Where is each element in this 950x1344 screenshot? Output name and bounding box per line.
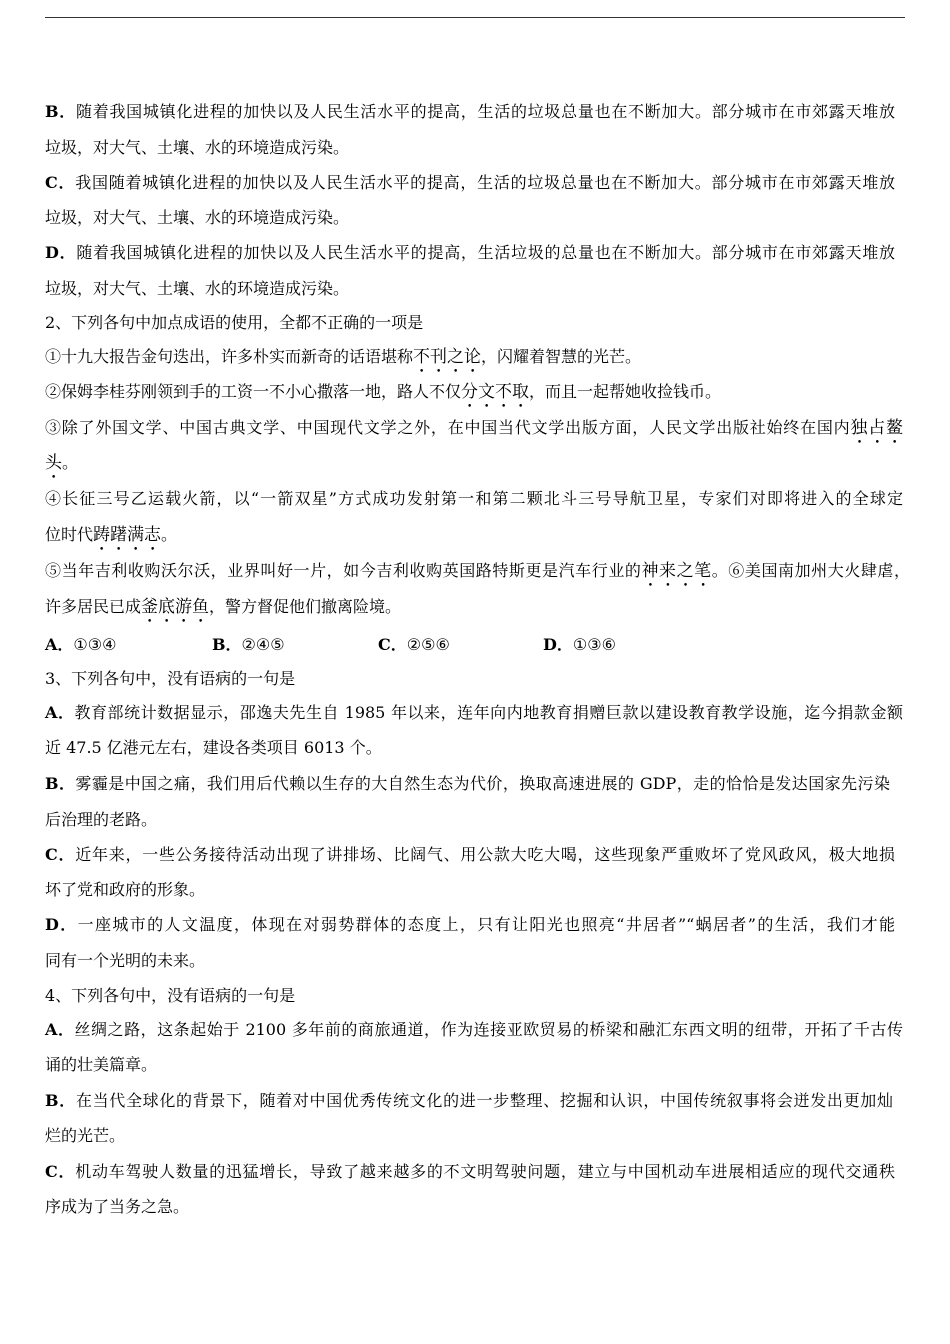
option-text: 随着我国城镇化进程的加快以及人民生活水平的提高，生活垃圾的总量也在不断加大。部分城市在市郊露天堆放 <box>76 243 895 262</box>
q3-option-a-line2: 近 47.5 亿港元左右，建设各类项目 6013 个。 <box>45 738 382 757</box>
option-label: B． <box>45 774 76 793</box>
q2-choice-c <box>378 635 450 655</box>
q2-sentence-5-6-line1 <box>45 561 910 591</box>
choice-value: ①③⑥ <box>572 635 616 654</box>
q1-option-c-line2: 垃圾，对大气、土壤、水的环境造成污染。 <box>45 208 350 227</box>
choice-value: ②④⑤ <box>241 635 285 654</box>
choice-value: ①③④ <box>73 635 117 654</box>
q1-option-d-line1 <box>45 243 895 263</box>
sentence-text: 。⑥美国南加州大火肆虐， <box>711 561 910 580</box>
choice-value: ②⑤⑥ <box>406 635 450 654</box>
q2-sentence-4-line1: ④长征三号乙运载火箭，以“一箭双星”方式成功发射第一和第二颗北斗三号导航卫星，专家们对即将进入的全球定 <box>45 489 903 508</box>
q4-option-b-line1 <box>45 1091 893 1111</box>
option-text: 在当代全球化的背景下，随着对中国优秀传统文化的进一步整理、挖掘和认识，中国传统叙事将会迸发出更加灿 <box>75 1091 893 1110</box>
header-rule <box>45 17 905 18</box>
dotted-idiom: 独占鳌 <box>850 418 903 438</box>
q2-sentence-3-line1 <box>45 418 903 448</box>
option-text: 教育部统计数据显示，邵逸夫先生自 1985 年以来，连年向内地教育捐赠巨款以建设教育教学设施，迄今捐款金额 <box>74 703 903 722</box>
sentence-text: 。 <box>62 453 79 472</box>
option-label: B． <box>45 102 76 121</box>
q2-choice-b <box>212 635 285 655</box>
sentence-text: ，而且一起帮她收捡钱币。 <box>529 382 722 401</box>
sentence-text: ②保姆李桂芬刚领到手的工资一不小心撒落一地，路人不仅 <box>45 382 462 401</box>
q2-sentence-3-line2 <box>45 453 78 483</box>
q2-choice-a <box>45 635 116 655</box>
q4-option-a-line2: 诵的壮美篇章。 <box>45 1055 158 1074</box>
sentence-text: ⑤当年吉利收购沃尔沃，业界叫好一片，如今吉利收购英国路特斯更是汽车行业的 <box>45 561 642 580</box>
option-text: 机动车驾驶人数量的迅猛增长，导致了越来越多的不文明驾驶问题，建立与中国机动车进展相适应的现代交通秩 <box>75 1162 895 1181</box>
q4-stem: 4、下列各句中，没有语病的一句是 <box>45 986 296 1005</box>
q2-sentence-1 <box>45 347 641 377</box>
dotted-idiom: 头 <box>45 453 62 473</box>
dotted-idiom: 神来之笔 <box>641 561 712 581</box>
q1-option-c-line1 <box>45 173 895 193</box>
q3-option-b-line2: 后治理的老路。 <box>45 810 158 829</box>
sentence-text: ①十九大报告金句迭出，许多朴实而新奇的话语堪称 <box>45 347 414 366</box>
option-label: C． <box>45 1162 76 1181</box>
sentence-text: ③除了外国文学、中国古典文学、中国现代文学之外，在中国当代文学出版方面，人民文学出版社始终在国内 <box>45 418 851 437</box>
q1-option-d-line2: 垃圾，对大气、土壤、水的环境造成污染。 <box>45 279 350 298</box>
option-label: A． <box>45 1020 75 1039</box>
option-text: 丝绸之路，这条起始于 2100 多年前的商旅通道，作为连接亚欧贸易的桥梁和融汇东西文明的纽带，开拓了千古传 <box>74 1020 903 1039</box>
q4-option-c-line1 <box>45 1162 895 1182</box>
option-label: C． <box>45 845 76 864</box>
q4-option-b-line2: 烂的光芒。 <box>45 1126 126 1145</box>
q2-sentence-2 <box>45 382 721 412</box>
q4-option-c-line2: 序成为了当务之急。 <box>45 1197 190 1216</box>
dotted-idiom: 釜底游鱼 <box>141 597 210 617</box>
choice-label: A． <box>45 635 74 654</box>
q2-sentence-5-6-line2 <box>45 597 401 627</box>
q3-option-d-line2: 同有一个光明的未来。 <box>45 951 206 970</box>
choice-label: B． <box>212 635 242 654</box>
option-text: 我国随着城镇化进程的加快以及人民生活水平的提高，生活的垃圾总量也在不断加大。部分城市在市郊露天堆放 <box>75 173 895 192</box>
q2-sentence-4-line2 <box>45 525 177 555</box>
sentence-text: ，闪耀着智慧的光芒。 <box>481 347 642 366</box>
option-label: A． <box>45 703 75 722</box>
option-text: 近年来，一些公务接待活动出现了讲排场、比阔气、用公款大吃大喝，这些现象严重败坏了党风政风，极大地损 <box>75 845 895 864</box>
sentence-text: 位时代 <box>45 525 94 544</box>
q1-option-b-line1 <box>45 102 895 122</box>
sentence-text: ，警方督促他们撤离险境。 <box>209 597 402 616</box>
q3-stem: 3、下列各句中，没有语病的一句是 <box>45 669 296 688</box>
q2-stem: 2、下列各句中加点成语的使用，全都不正确的一项是 <box>45 313 424 332</box>
dotted-idiom: 分文不取 <box>461 382 530 402</box>
option-text: 随着我国城镇化进程的加快以及人民生活水平的提高，生活的垃圾总量也在不断加大。部分城市在市郊露天堆放 <box>75 102 895 121</box>
q3-option-d-line1 <box>45 915 895 935</box>
option-text: 一座城市的人文温度，体现在对弱势群体的态度上，只有让阳光也照亮“井居者”“蜗居者”的生活，我们才能 <box>77 915 895 934</box>
option-label: C． <box>45 173 76 192</box>
choice-label: C． <box>378 635 407 654</box>
q2-choice-d <box>543 635 616 655</box>
option-label: D． <box>45 243 77 262</box>
q1-option-b-line2: 垃圾，对大气、土壤、水的环境造成污染。 <box>45 138 350 157</box>
sentence-text: 。 <box>161 525 178 544</box>
q3-option-a-line1 <box>45 703 903 723</box>
choice-label: D． <box>543 635 573 654</box>
q3-option-c-line1 <box>45 845 895 865</box>
sentence-text: 许多居民已成 <box>45 597 142 616</box>
q3-option-b-line1 <box>45 774 890 794</box>
dotted-idiom: 踌躇满志 <box>93 525 162 545</box>
q4-option-a-line1 <box>45 1020 903 1040</box>
option-label: B． <box>45 1091 76 1110</box>
option-label: D． <box>45 915 78 934</box>
option-text: 雾霾是中国之痛，我们用后代赖以生存的大自然生态为代价，换取高速进展的 GDP，走的恰恰是发达国家先污染 <box>75 774 890 793</box>
q3-option-c-line2: 坏了党和政府的形象。 <box>45 880 206 899</box>
dotted-idiom: 不刊之论 <box>413 347 482 367</box>
